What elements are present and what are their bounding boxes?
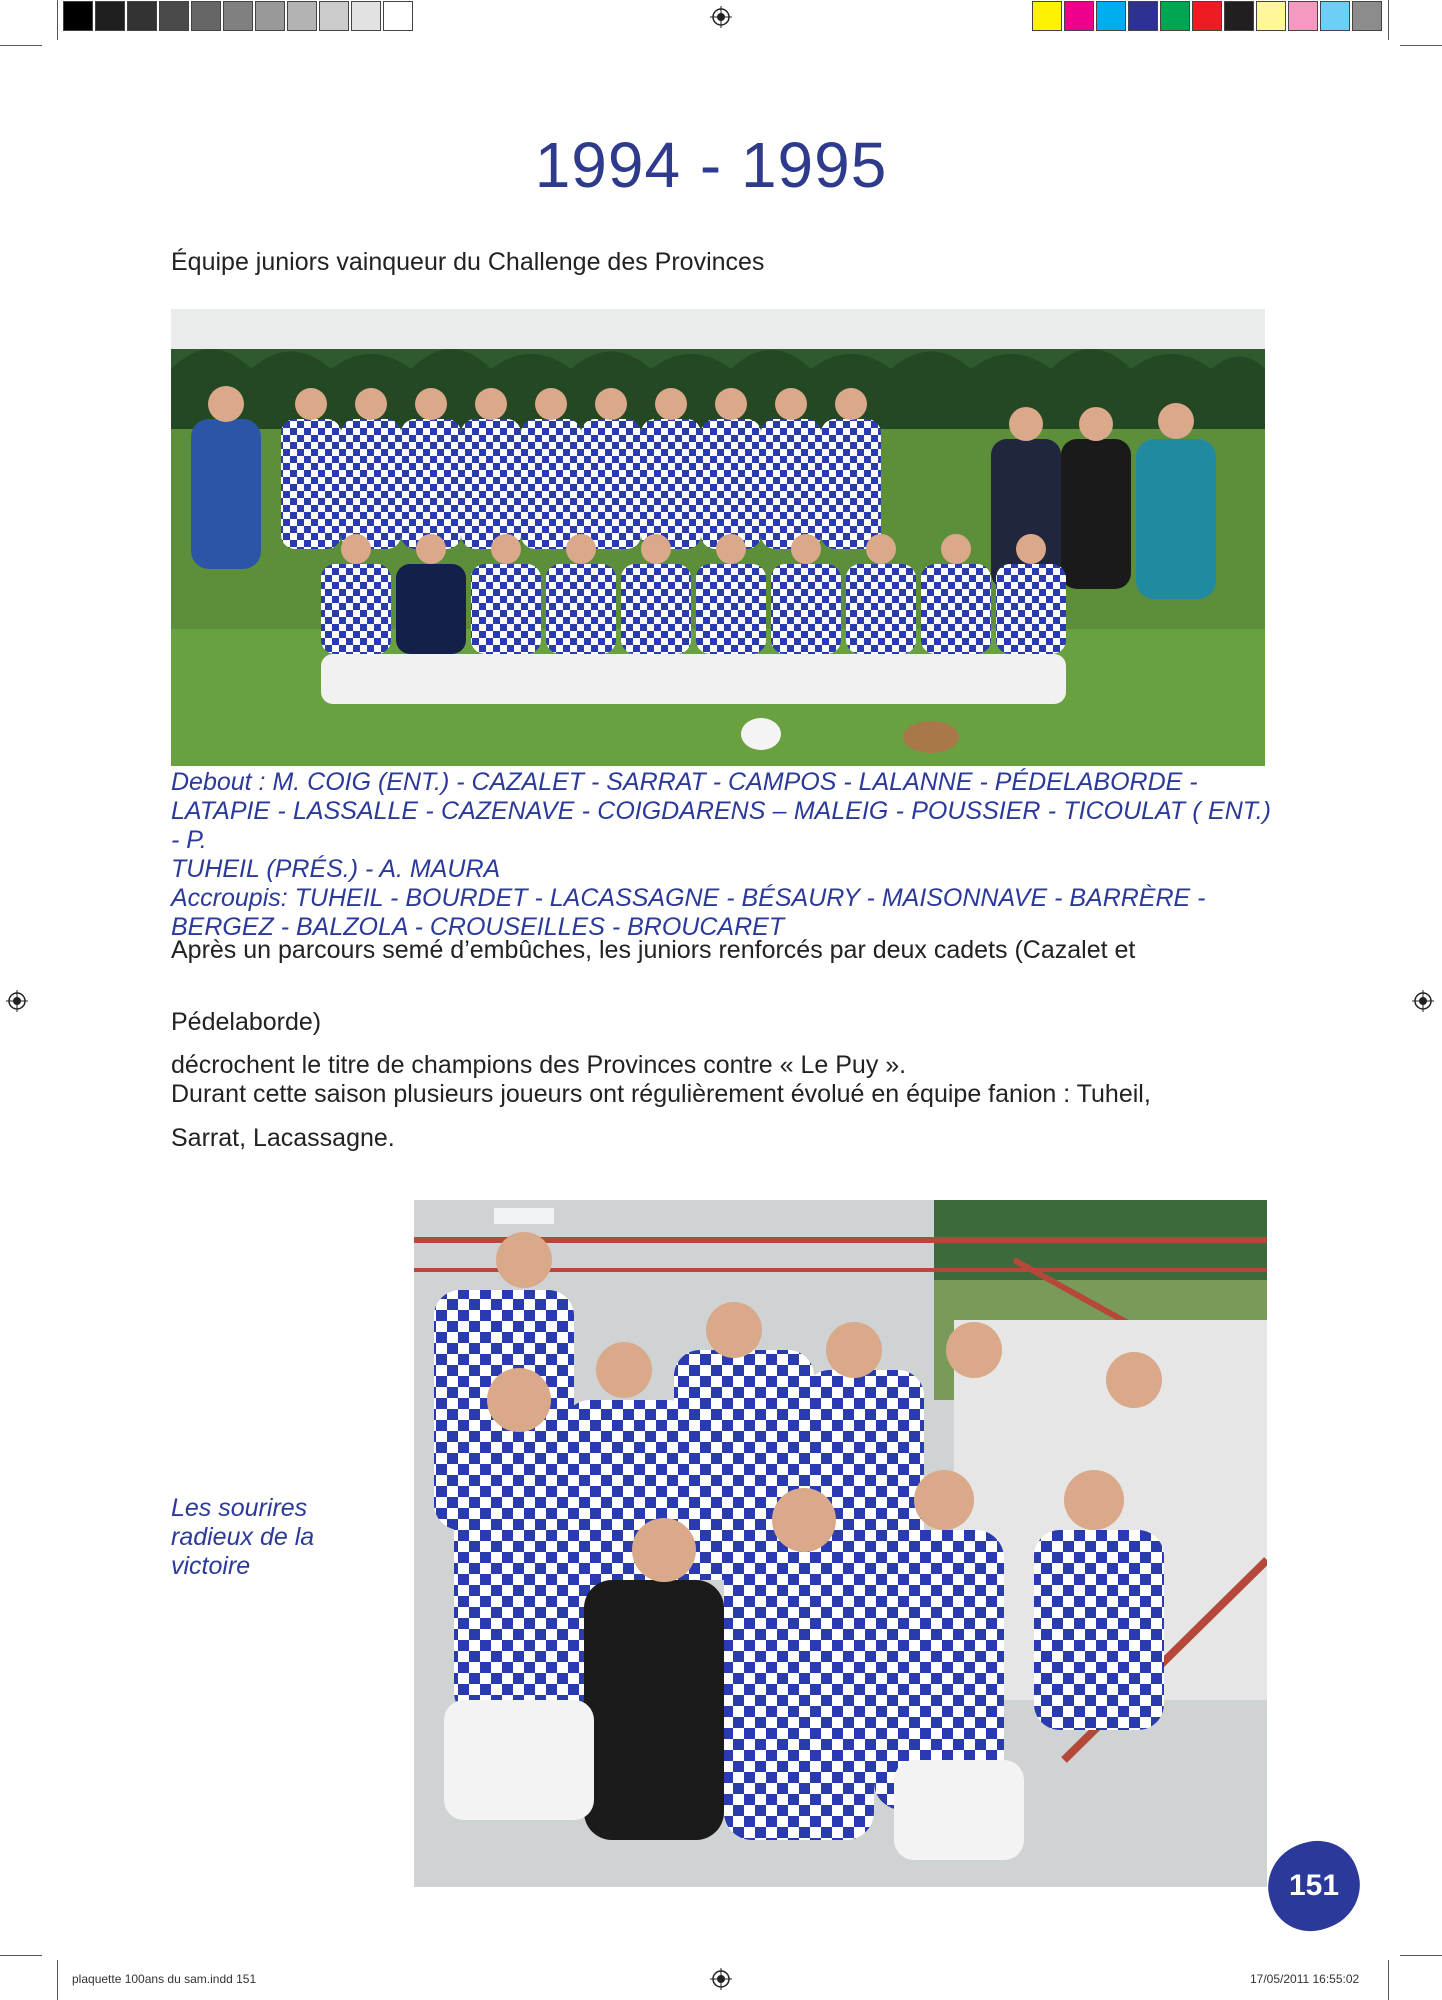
crop-mark <box>1400 1955 1442 1956</box>
crop-mark <box>0 45 42 46</box>
caption-line: LATAPIE - LASSALLE - CAZENAVE - COIGDARENS – MALEIG - POUSSIER - TICOULAT ( ENT.) - P. <box>171 797 1271 854</box>
body-paragraph-line: Durant cette saison plusieurs joueurs ont régulièrement évolué en équipe fanion : Tuheil, <box>171 1080 1151 1108</box>
registration-mark-icon <box>710 1968 732 1990</box>
registration-mark-icon <box>1412 990 1434 1012</box>
crop-mark <box>1400 45 1442 46</box>
page-number-badge <box>1257 1830 1372 1942</box>
crop-mark <box>57 1960 58 2000</box>
footer-datetime: 17/05/2011 16:55:02 <box>1250 1972 1360 1986</box>
caption-line: Debout : M. COIG (ENT.) - CAZALET - SARRAT - CAMPOS - LALANNE - PÉDELABORDE - <box>171 768 1198 796</box>
body-paragraph-line: Pédelaborde) <box>171 1008 322 1036</box>
crop-mark <box>0 1955 42 1956</box>
crop-mark <box>1388 1960 1389 2000</box>
celebration-photo-caption: Les sourires radieux de la victoire <box>171 1494 315 1580</box>
footer-file-name: plaquette 100ans du sam.indd 151 <box>72 1972 257 1986</box>
caption-line: Accroupis: TUHEIL - BOURDET - LACASSAGNE - BÉSAURY - MAISONNAVE - BARRÈRE - <box>171 884 1206 912</box>
registration-mark-icon <box>6 990 28 1012</box>
section-subtitle: Équipe juniors vainqueur du Challenge des Provinces <box>171 248 765 276</box>
crop-mark <box>1388 0 1389 40</box>
body-paragraph-line: Sarrat, Lacassagne. <box>171 1124 395 1152</box>
page-title: 1994 - 1995 <box>534 129 888 201</box>
body-paragraph-line: décrochent le titre de champions des Provinces contre « Le Puy ». <box>171 1051 907 1079</box>
team-photo-caption <box>171 768 1271 942</box>
celebration-photo <box>414 1200 1267 1887</box>
crop-mark <box>57 0 58 40</box>
registration-mark-icon <box>710 6 732 28</box>
body-paragraph-line: Après un parcours semé d’embûches, les juniors renforcés par deux cadets (Cazalet et <box>171 936 1136 964</box>
team-photo <box>171 309 1265 766</box>
caption-line: BERGEZ - BALZOLA - CROUSEILLES - BROUCARET <box>171 913 785 941</box>
page-number: 151 <box>1288 1869 1340 1902</box>
caption-line: TUHEIL (PRÉS.) - A. MAURA <box>171 855 501 883</box>
